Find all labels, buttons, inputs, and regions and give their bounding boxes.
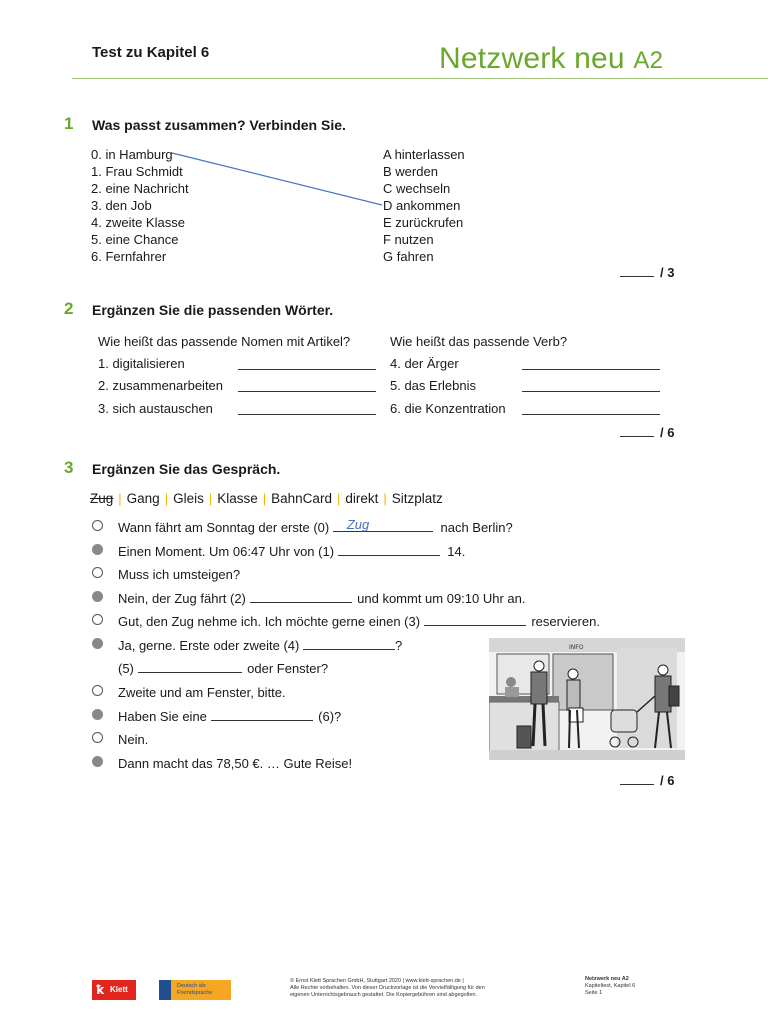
word-bank-item: Sitzplatz (391, 491, 443, 506)
klett-logo-icon: ꝁ (96, 983, 105, 997)
col1-header: Wie heißt das passende Nomen mit Artikel? (98, 334, 351, 349)
list-item: D ankommen (383, 198, 461, 213)
list-item: A hinterlassen (383, 147, 465, 162)
list-item: G fahren (383, 249, 434, 264)
dialogue-line: Nein, der Zug fährt (2) und kommt um 09:10 Uhr an. (118, 591, 526, 606)
speaker-a-bullet (92, 614, 103, 625)
answer-blank[interactable] (238, 402, 376, 415)
list-item: 1. digitalisieren (98, 356, 185, 371)
score-label: / 6 (660, 773, 675, 788)
answer-blank[interactable] (238, 357, 376, 370)
dialogue-line: Muss ich umsteigen? (118, 567, 241, 582)
svg-text:INFO: INFO (569, 644, 584, 651)
section3-score (620, 772, 674, 788)
word-bank-item: Zug (90, 491, 114, 506)
section1-title: Was passt zusammen? Verbinden Sie. (92, 117, 346, 133)
word-separator: | (383, 491, 387, 506)
speaker-a-bullet (92, 685, 103, 696)
score-blank[interactable] (620, 424, 654, 437)
answer-blank[interactable] (424, 613, 526, 626)
list-item: 5. das Erlebnis (390, 378, 476, 393)
list-item: 2. eine Nachricht (91, 181, 189, 196)
answer-blank[interactable] (303, 637, 395, 650)
answer-blank[interactable] (238, 379, 376, 392)
dialogue-line: Zweite und am Fenster, bitte. (118, 685, 286, 700)
dialogue-line: Haben Sie eine (6)? (118, 709, 342, 724)
list-item: 1. Frau Schmidt (91, 164, 183, 179)
word-separator: | (262, 491, 267, 506)
answer-blank[interactable] (250, 590, 352, 603)
list-item: 4. zweite Klasse (91, 215, 185, 230)
list-item: 3. sich austauschen (98, 401, 213, 416)
dialogue-line: Ja, gerne. Erste oder zweite (4) ? (118, 638, 403, 653)
list-item: 5. eine Chance (91, 232, 179, 247)
list-item: 6. Fernfahrer (91, 249, 167, 264)
list-item: 0. in Hamburg (91, 147, 173, 162)
list-item: 4. der Ärger (390, 356, 459, 371)
dialogue-line: Wann fährt am Sonntag der erste (0) Zug nach Berlin? (118, 517, 513, 535)
example-answer: Zug (346, 517, 370, 532)
section2-score (620, 424, 674, 440)
speaker-a-bullet (92, 520, 103, 531)
speaker-a-bullet (92, 732, 103, 743)
word-separator: | (118, 491, 122, 506)
word-separator: | (336, 491, 341, 506)
list-item: F nutzen (383, 232, 434, 247)
answer-blank[interactable] (338, 543, 440, 556)
example-connection-line (0, 0, 768, 260)
list-item: B werden (383, 164, 438, 179)
footer-info: Netzwerk neu A2 Kapiteltest, Kapitel 6 Seite 1 (585, 976, 636, 996)
word-separator: | (208, 491, 213, 506)
word-bank-item: direkt (345, 491, 379, 506)
section1-number: 1 (64, 114, 74, 133)
score-label: / 6 (660, 425, 675, 440)
word-separator: | (164, 491, 169, 506)
klett-logo: ꝁ Klett (92, 980, 136, 1000)
col2-header: Wie heißt das passende Verb? (390, 334, 568, 349)
speaker-b-bullet (92, 756, 103, 767)
speaker-b-bullet (92, 544, 103, 555)
section2-number: 2 (64, 299, 74, 318)
list-item: 2. zusammenarbeiten (98, 378, 224, 393)
dialogue-line: Dann macht das 78,50 €. … Gute Reise! (118, 756, 353, 771)
speaker-b-bullet (92, 638, 103, 649)
word-bank (90, 490, 443, 508)
section3-title: Ergänzen Sie das Gespräch. (92, 461, 281, 477)
word-bank-item: BahnCard (271, 491, 332, 506)
answer-blank[interactable] (211, 708, 313, 721)
daf-logo: Deutsch als Fremdsprache (159, 980, 231, 1000)
answer-blank[interactable] (522, 357, 660, 370)
dialogue-line: Nein. (118, 732, 149, 747)
list-item: C wechseln (383, 181, 451, 196)
speaker-a-bullet (92, 567, 103, 578)
score-blank[interactable] (620, 264, 654, 277)
speaker-b-bullet (92, 591, 103, 602)
section3-number: 3 (64, 458, 74, 477)
ticket-counter-illustration (489, 638, 685, 760)
section1-score (620, 264, 674, 280)
list-item: 3. den Job (91, 198, 152, 213)
answer-blank[interactable] (522, 402, 660, 415)
brand-name: Netzwerk neu (439, 42, 625, 75)
answer-blank[interactable] (522, 379, 660, 392)
dialogue-line: Gut, den Zug nehme ich. Ich möchte gerne einen (3) reservieren. (118, 614, 600, 629)
word-bank-item: Gleis (173, 491, 204, 506)
answer-blank[interactable] (138, 660, 242, 673)
word-bank-item: Gang (126, 491, 160, 506)
page-title: Test zu Kapitel 6 (92, 44, 210, 61)
section2-title: Ergänzen Sie die passenden Wörter. (92, 302, 334, 318)
score-label: / 3 (660, 265, 675, 280)
dialogue-line: (5) oder Fenster? (118, 661, 329, 676)
answer-blank[interactable] (333, 519, 433, 532)
list-item: E zurückrufen (383, 215, 464, 230)
list-item: 6. die Konzentration (390, 401, 506, 416)
word-bank-item: Klasse (217, 491, 258, 506)
score-blank[interactable] (620, 772, 654, 785)
brand-level: A2 (633, 47, 664, 74)
copyright-text: © Ernst Klett Sprachen GmbH, Stuttgart 2020 | www.klett-sprachen.de | Alle Rechte vorbehalten. Von dieser Druckvorlage ist die Vervielfältigung für den eigenen Unterrichtsgebrauch gestattet. Die Kopiergebühren sind abgegolten. (290, 978, 485, 998)
dialogue-line: Einen Moment. Um 06:47 Uhr von (1) 14. (118, 544, 466, 559)
speaker-b-bullet (92, 709, 103, 720)
